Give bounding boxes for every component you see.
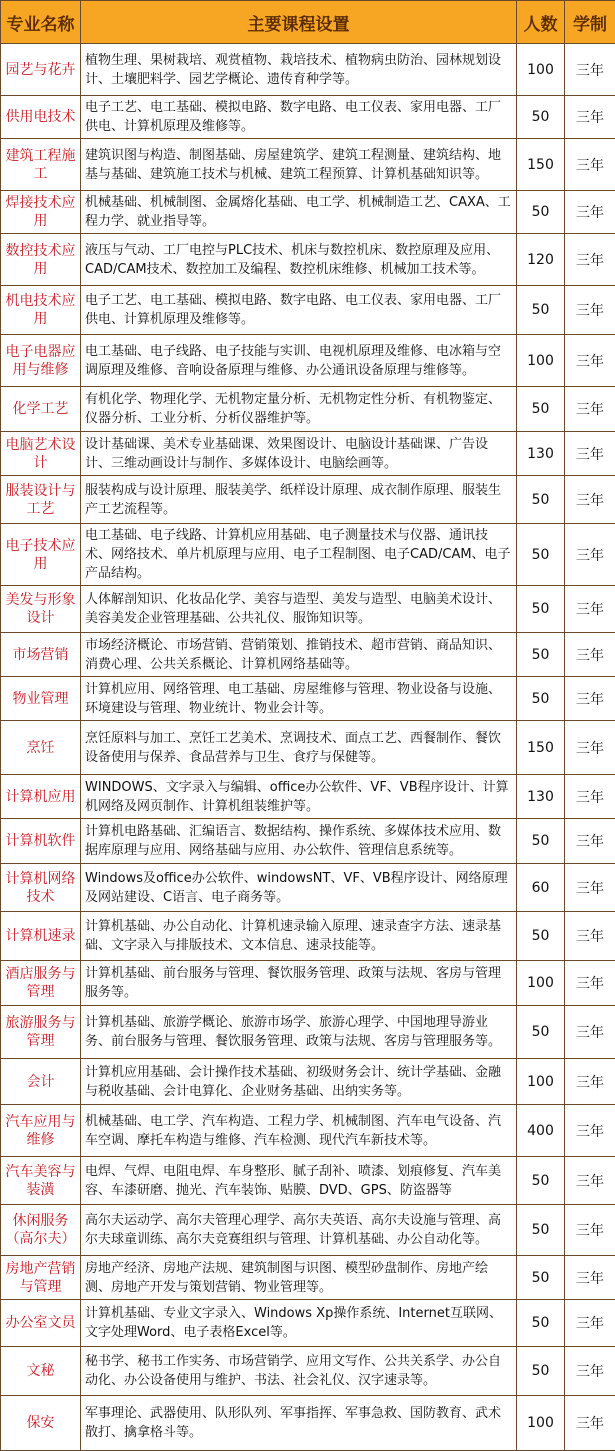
- count-cell: 50: [517, 286, 565, 335]
- courses-cell: WINDOWS、文字录入与编辑、office办公软件、VF、VB程序设计、计算机网络及网页制作、计算机组装维护等。: [81, 775, 517, 819]
- courses-cell: 市场经济概论、市场营销、营销策划、推销技术、超市营销、商品知识、消费心理、公共关系概论、计算机网络基础等。: [81, 633, 517, 677]
- years-cell: 三年: [565, 1396, 615, 1451]
- courses-cell: 机械基础、机械制图、金属熔化基础、电工学、机械制造工艺、CAXA、工程力学、就业指导等。: [81, 191, 517, 234]
- courses-cell: 有机化学、物理化学、无机物定量分析、无机物定性分析、有机物鉴定、仪器分析、工业分析、分析仪器维护等。: [81, 387, 517, 432]
- count-cell: 50: [517, 1300, 565, 1347]
- years-cell: 三年: [565, 335, 615, 387]
- count-cell: 100: [517, 961, 565, 1006]
- major-cell: 美发与形象设计: [1, 586, 81, 633]
- courses-cell: 机械基础、电工学、汽车构造、工程力学、机械制图、汽车电气设备、汽车空调、摩托车构造与维修、汽车检测、现代汽车新技术等。: [81, 1105, 517, 1157]
- table-row: [1, 524, 615, 586]
- courses-cell: Windows及office办公软件、windowsNT、VF、VB程序设计、网络原理及网站建设、C语言、电子商务等。: [81, 864, 517, 912]
- courses-cell: 计算机基础、旅游学概论、旅游市场学、旅游心理学、中国地理导游业务、前台服务与管理、餐饮服务管理、政策与法规、客房与管理服务等。: [81, 1006, 517, 1059]
- years-cell: 三年: [565, 1105, 615, 1157]
- count-cell: 400: [517, 1105, 565, 1157]
- years-cell: 三年: [565, 633, 615, 677]
- courses-cell: 植物生理、果树栽培、观赏植物、栽培技术、植物病虫防治、园林规划设计、土壤肥料学、园艺学概论、遗传育种学等。: [81, 44, 517, 96]
- major-cell: 保安: [1, 1396, 81, 1451]
- table-row: [1, 191, 615, 234]
- table-row: [1, 1256, 615, 1300]
- courses-cell: 建筑识图与构造、制图基础、房屋建筑学、建筑工程测量、建筑结构、地基与基础、建筑施工技术与机械、建筑工程预算、计算机基础知识等。: [81, 139, 517, 191]
- years-cell: 三年: [565, 1006, 615, 1059]
- table-row: [1, 286, 615, 335]
- courses-cell: 计算机电路基础、汇编语言、数据结构、操作系统、多媒体技术应用、数据库原理与应用、网络基础与应用、办公软件、管理信息系统等。: [81, 819, 517, 864]
- count-cell: 50: [517, 819, 565, 864]
- header-row: [1, 1, 615, 44]
- years-cell: 三年: [565, 1059, 615, 1105]
- table-row: [1, 819, 615, 864]
- count-cell: 50: [517, 1205, 565, 1256]
- table-row: [1, 1347, 615, 1396]
- table-row: [1, 864, 615, 912]
- major-cell: 焊接技术应用: [1, 191, 81, 234]
- major-cell: 服装设计与工艺: [1, 476, 81, 524]
- courses-cell: 人体解剖知识、化妆品化学、美容与造型、美发与造型、电脑美术设计、美容美发企业管理基础、公共礼仪、服饰知识等。: [81, 586, 517, 633]
- years-cell: 三年: [565, 864, 615, 912]
- major-cell: 汽车应用与维修: [1, 1105, 81, 1157]
- years-cell: 三年: [565, 961, 615, 1006]
- count-cell: 50: [517, 387, 565, 432]
- major-cell: 休闲服务（高尔夫）: [1, 1205, 81, 1256]
- table-row: [1, 633, 615, 677]
- count-cell: 130: [517, 775, 565, 819]
- years-cell: 三年: [565, 1157, 615, 1205]
- count-cell: 50: [517, 912, 565, 961]
- table-row: [1, 96, 615, 139]
- count-cell: 100: [517, 1059, 565, 1105]
- years-cell: 三年: [565, 912, 615, 961]
- count-cell: 130: [517, 432, 565, 476]
- years-cell: 三年: [565, 139, 615, 191]
- table-row: [1, 335, 615, 387]
- courses-cell: 计算机应用基础、会计操作技术基础、初级财务会计、统计学基础、金融与税收基础、会计电算化、企业财务基础、出纳实务等。: [81, 1059, 517, 1105]
- table-row: [1, 234, 615, 286]
- table-row: [1, 1157, 615, 1205]
- courses-cell: 高尔夫运动学、高尔夫管理心理学、高尔夫英语、高尔夫设施与管理、高尔夫球童训练、高尔夫竞赛组织与管理、计算机基础、办公自动化等。: [81, 1205, 517, 1256]
- courses-cell: 电工基础、电子线路、计算机应用基础、电子测量技术与仪器、通讯技术、网络技术、单片机原理与应用、电子工程制图、电子CAD/CAM、电子产品结构。: [81, 524, 517, 586]
- years-cell: 三年: [565, 286, 615, 335]
- courses-cell: 计算机基础、办公自动化、计算机速录输入原理、速录查字方法、速录基础、文字录入与排版技术、文本信息、速录技能等。: [81, 912, 517, 961]
- major-cell: 电子技术应用: [1, 524, 81, 586]
- table-row: [1, 387, 615, 432]
- years-cell: 三年: [565, 432, 615, 476]
- count-cell: 50: [517, 476, 565, 524]
- courses-cell: 液压与气动、工厂电控与PLC技术、机床与数控机床、数控原理及应用、CAD/CAM技术、数控加工及编程、数控机床维修、机械加工技术等。: [81, 234, 517, 286]
- major-cell: 文秘: [1, 1347, 81, 1396]
- table-row: [1, 139, 615, 191]
- years-cell: 三年: [565, 524, 615, 586]
- major-cell: 房地产营销与管理: [1, 1256, 81, 1300]
- major-cell: 办公室文员: [1, 1300, 81, 1347]
- count-cell: 50: [517, 586, 565, 633]
- major-cell: 旅游服务与管理: [1, 1006, 81, 1059]
- major-cell: 计算机软件: [1, 819, 81, 864]
- years-cell: 三年: [565, 677, 615, 721]
- major-cell: 计算机网络技术: [1, 864, 81, 912]
- count-cell: 50: [517, 96, 565, 139]
- major-cell: 化学工艺: [1, 387, 81, 432]
- courses-cell: 计算机基础、前台服务与管理、餐饮服务管理、政策与法规、客房与管理服务等。: [81, 961, 517, 1006]
- table-row: [1, 677, 615, 721]
- years-cell: 三年: [565, 1205, 615, 1256]
- count-cell: 50: [517, 1157, 565, 1205]
- years-cell: 三年: [565, 586, 615, 633]
- count-cell: 100: [517, 1396, 565, 1451]
- major-cell: 园艺与花卉: [1, 44, 81, 96]
- count-cell: 60: [517, 864, 565, 912]
- header-courses: 主要课程设置: [81, 1, 517, 44]
- count-cell: 120: [517, 234, 565, 286]
- count-cell: 50: [517, 524, 565, 586]
- table-row: [1, 1300, 615, 1347]
- table-row: [1, 1059, 615, 1105]
- major-cell: 计算机应用: [1, 775, 81, 819]
- courses-cell: 秘书学、秘书工作实务、市场营销学、应用文写作、公共关系学、办公自动化、办公设备使用与维护、书法、社会礼仪、汉字速录等。: [81, 1347, 517, 1396]
- courses-cell: 军事理论、武器使用、队形队列、军事指挥、军事急救、国防教育、武术散打、擒拿格斗等。: [81, 1396, 517, 1451]
- table-row: [1, 1205, 615, 1256]
- courses-cell: 服装构成与设计原理、服装美学、纸样设计原理、成衣制作原理、服装生产工艺流程等。: [81, 476, 517, 524]
- courses-cell: 电工基础、电子线路、电子技能与实训、电视机原理及维修、电冰箱与空调原理及维修、音响设备原理与维修、办公通讯设备原理与维修等。: [81, 335, 517, 387]
- major-cell: 电脑艺术设计: [1, 432, 81, 476]
- courses-cell: 电子工艺、电工基础、模拟电路、数字电路、电工仪表、家用电器、工厂供电、计算机原理及维修等。: [81, 96, 517, 139]
- years-cell: 三年: [565, 1347, 615, 1396]
- courses-cell: 电焊、气焊、电阻电焊、车身整形、腻子刮补、喷漆、划痕修复、汽车美容、车漆研磨、抛光、汽车装饰、贴膜、DVD、GPS、防盗器等: [81, 1157, 517, 1205]
- courses-cell: 计算机基础、专业文字录入、Windows Xp操作系统、Internet互联网、文字处理Word、电子表格Excel等。: [81, 1300, 517, 1347]
- table-row: [1, 912, 615, 961]
- table-row: [1, 432, 615, 476]
- major-cell: 电子电器应用与维修: [1, 335, 81, 387]
- major-cell: 市场营销: [1, 633, 81, 677]
- courses-cell: 设计基础课、美术专业基础课、效果图设计、电脑设计基础课、广告设计、三维动画设计与制作、多媒体设计、电脑绘画等。: [81, 432, 517, 476]
- years-cell: 三年: [565, 476, 615, 524]
- years-cell: 三年: [565, 1256, 615, 1300]
- major-cell: 建筑工程施工: [1, 139, 81, 191]
- table-row: [1, 1105, 615, 1157]
- courses-cell: 烹饪原料与加工、烹饪工艺美术、烹调技术、面点工艺、西餐制作、餐饮设备使用与保养、食品营养与卫生、食疗与保健等。: [81, 721, 517, 775]
- major-cell: 供用电技术: [1, 96, 81, 139]
- header-years: 学制: [565, 1, 615, 44]
- major-cell: 计算机速录: [1, 912, 81, 961]
- major-cell: 物业管理: [1, 677, 81, 721]
- years-cell: 三年: [565, 44, 615, 96]
- count-cell: 50: [517, 1256, 565, 1300]
- table-row: [1, 44, 615, 96]
- table-row: [1, 961, 615, 1006]
- table-body: [1, 44, 615, 1451]
- count-cell: 50: [517, 191, 565, 234]
- years-cell: 三年: [565, 721, 615, 775]
- years-cell: 三年: [565, 234, 615, 286]
- courses-cell: 电子工艺、电工基础、模拟电路、数字电路、电工仪表、家用电器、工厂供电、计算机原理及维修等。: [81, 286, 517, 335]
- major-cell: 汽车美容与装潢: [1, 1157, 81, 1205]
- years-cell: 三年: [565, 387, 615, 432]
- count-cell: 100: [517, 335, 565, 387]
- header-major: 专业名称: [1, 1, 81, 44]
- count-cell: 100: [517, 44, 565, 96]
- table-row: [1, 476, 615, 524]
- major-cell: 会计: [1, 1059, 81, 1105]
- count-cell: 50: [517, 1347, 565, 1396]
- table-row: [1, 586, 615, 633]
- table-row: [1, 775, 615, 819]
- count-cell: 50: [517, 677, 565, 721]
- major-cell: 数控技术应用: [1, 234, 81, 286]
- courses-cell: 计算机应用、网络管理、电工基础、房屋维修与管理、物业设备与设施、环境建设与管理、物业统计、物业会计等。: [81, 677, 517, 721]
- table-row: [1, 1006, 615, 1059]
- major-cell: 机电技术应用: [1, 286, 81, 335]
- table-row: [1, 721, 615, 775]
- years-cell: 三年: [565, 819, 615, 864]
- major-cell: 烹饪: [1, 721, 81, 775]
- courses-cell: 房地产经济、房地产法规、建筑制图与识图、模型砂盘制作、房地产绘测、房地产开发与策划营销、物业管理等。: [81, 1256, 517, 1300]
- table-row: [1, 1396, 615, 1451]
- years-cell: 三年: [565, 191, 615, 234]
- years-cell: 三年: [565, 96, 615, 139]
- years-cell: 三年: [565, 775, 615, 819]
- count-cell: 150: [517, 139, 565, 191]
- major-cell: 酒店服务与管理: [1, 961, 81, 1006]
- years-cell: 三年: [565, 1300, 615, 1347]
- header-count: 人数: [517, 1, 565, 44]
- count-cell: 50: [517, 633, 565, 677]
- count-cell: 150: [517, 721, 565, 775]
- count-cell: 50: [517, 1006, 565, 1059]
